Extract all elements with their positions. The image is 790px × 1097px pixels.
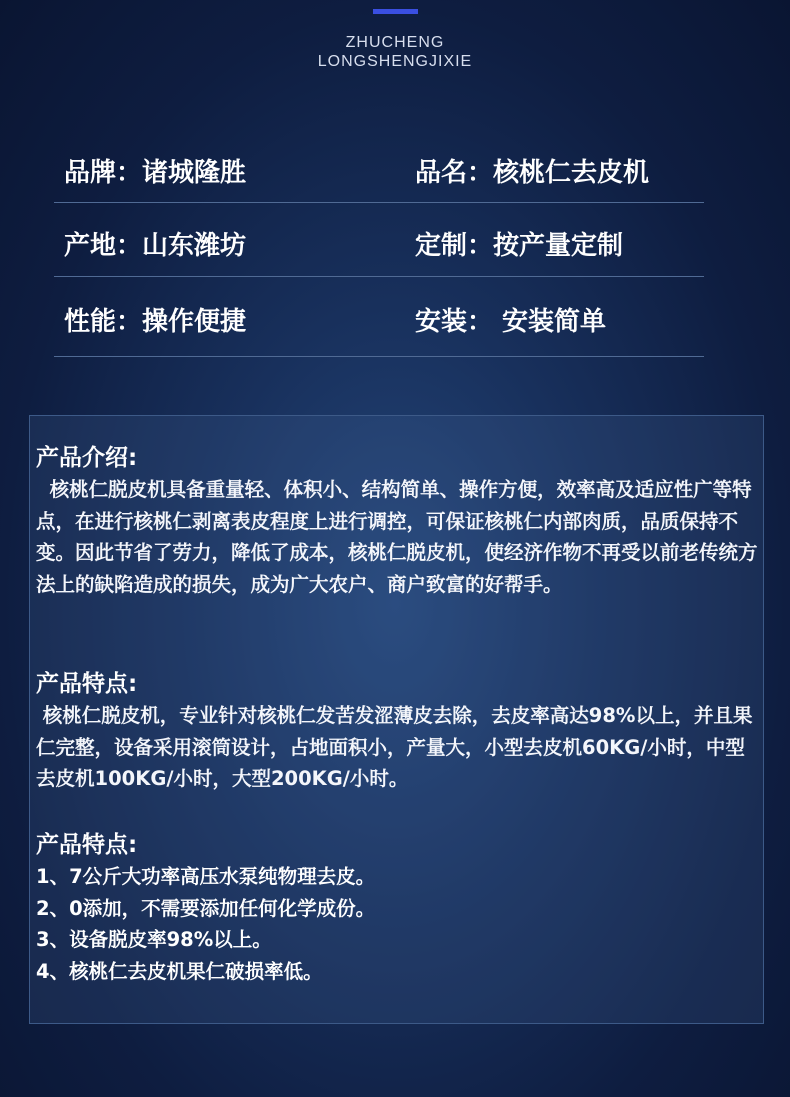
spec-origin: 产地：山东潍坊 — [64, 231, 247, 261]
spec-table — [54, 130, 704, 357]
intro-section — [36, 442, 758, 600]
brand-line-2: LONGSHENGJIXIE — [317, 53, 473, 70]
features2-title: 产品特点: — [36, 832, 138, 858]
header-accent-bar — [373, 9, 418, 14]
feature-list-item: 4、核桃仁去皮机果仁破损率低。 — [36, 959, 323, 983]
spec-product-name: 品名：核桃仁去皮机 — [415, 158, 650, 188]
product-info-panel — [29, 415, 764, 1024]
features-title: 产品特点: — [36, 671, 138, 697]
spec-customization: 定制：按产量定制 — [415, 231, 624, 261]
spec-installation: 安装： 安装简单 — [415, 307, 607, 337]
spec-row — [54, 277, 704, 357]
brand-english-name — [0, 33, 790, 71]
feature-list-item: 1、7公斤大功率高压水泵纯物理去皮。 — [36, 865, 376, 888]
spec-row — [54, 130, 704, 203]
brand-line-1: ZHUCHENG — [345, 34, 445, 51]
intro-body: 核桃仁脱皮机具备重量轻、体积小、结构简单、操作方便，效率高及适应性广等特点，在进行核桃仁剥离表皮程度上进行调控，可保证核桃仁内部肉质，品质保持不变。因此节省了劳力，降低了成本，核桃仁脱皮机，使经济作物不再受以前老传统方法上的缺陷造成的损失，成为广大农户、商户致富的好帮手。 — [36, 478, 758, 596]
features-section — [36, 668, 758, 795]
feature-list-item: 2、0添加，不需要添加任何化学成份。 — [36, 896, 376, 920]
spec-performance: 性能：操作便捷 — [64, 307, 247, 337]
spec-row — [54, 203, 704, 277]
feature-list-item: 3、设备脱皮率98%以上。 — [36, 928, 272, 951]
intro-title: 产品介绍: — [36, 445, 138, 471]
features-body: 核桃仁脱皮机，专业针对核桃仁发苦发涩薄皮去除，去皮率高达98%以上，并且果仁完整，设备采用滚筒设计，占地面积小，产量大，小型去皮机60KG/小时，中型去皮机100KG/小时，大型200KG/小时。 — [36, 704, 753, 790]
spec-brand: 品牌：诸城隆胜 — [64, 158, 247, 188]
features2-section — [36, 829, 758, 987]
